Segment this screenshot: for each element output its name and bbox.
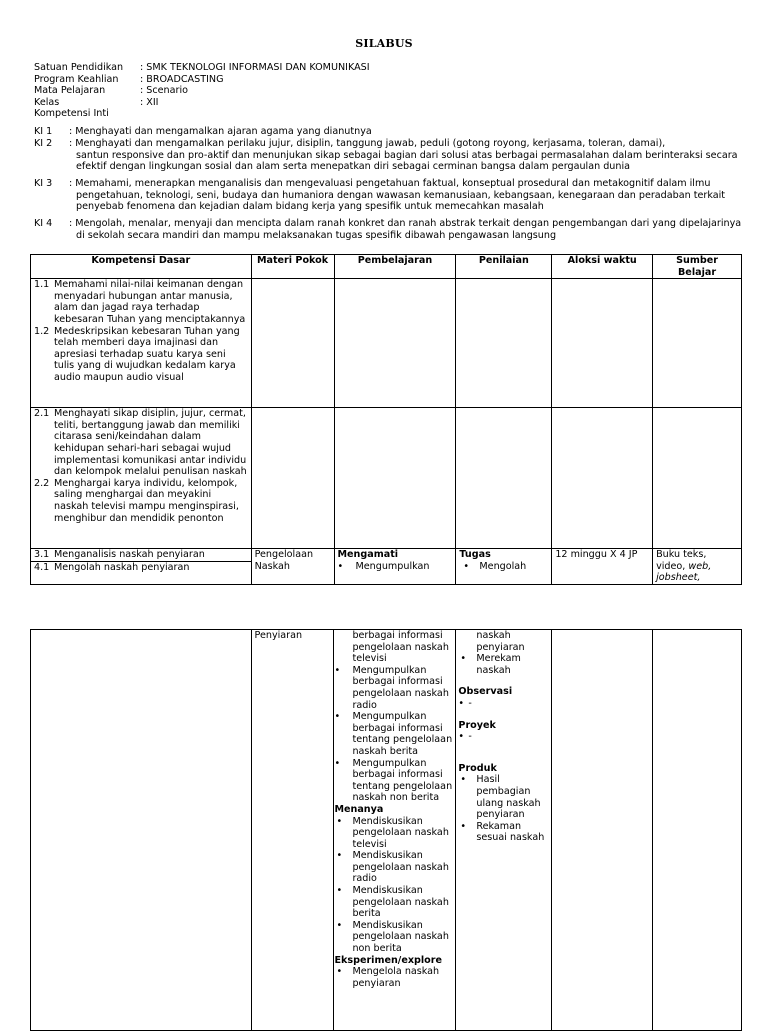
identity-value: : BROADCASTING xyxy=(140,73,224,85)
ki-text-continued: penyebab fenomena dan kejadian dalam bidang kerja yang spesifik untuk memecahkan masalah xyxy=(76,201,544,213)
list-item xyxy=(338,561,453,573)
kd-item xyxy=(34,326,248,384)
bullet-icon xyxy=(458,731,468,743)
bullet-list xyxy=(458,774,549,844)
sumber-italic-text: web, jobsheet, xyxy=(656,560,712,584)
identity-row xyxy=(34,74,370,86)
list-item-text: Mengumpulkan berbagai informasi tentang pengelolaan naskah berita xyxy=(352,711,453,757)
list-item-text: Hasil pembagian ulang naskah penyiaran xyxy=(476,774,541,821)
kd-number: 1.1 xyxy=(34,279,50,291)
empty-cell xyxy=(334,408,456,549)
empty-cell xyxy=(552,279,653,408)
kd-text: Menganalisis naskah penyiaran xyxy=(54,549,205,561)
identity-label: Mata Pelajaran xyxy=(34,85,106,97)
assessment-heading: Produk xyxy=(458,762,497,774)
identity-block xyxy=(34,62,370,120)
empty-cell xyxy=(653,630,742,1031)
bullet-icon xyxy=(334,665,352,711)
ki-text-continued: santun responsive dan pro-aktif dan menunjukan sikap sebagai bagian dari solusi atas berbagai permasalahan dalam berinteraksi secara xyxy=(76,149,738,161)
list-item xyxy=(334,920,455,955)
list-item-text: Mendiskusikan pengelolaan naskah berita xyxy=(352,885,449,920)
bullet-icon xyxy=(338,561,356,573)
ki-label: KI 3 xyxy=(34,178,53,189)
bullet-list xyxy=(334,966,455,989)
header-penilaian: Penilaian xyxy=(456,255,552,279)
empty-cell xyxy=(251,408,334,549)
kd-text: Menghargai karya individu, kelompok, saling menghargai dan meyakini naskah televisi mampu menginspirasi, menghibur dan mendidik penonton xyxy=(54,477,239,524)
syllabus-table-continued xyxy=(30,629,742,1031)
ki-text: : Memahami, menerapkan menganalisis dan mengevaluasi pengetahuan faktual, konseptual prosedural dan metakognitif dalam ilmu xyxy=(69,178,711,189)
syllabus-table xyxy=(30,254,742,585)
bullet-icon xyxy=(458,821,476,844)
list-item xyxy=(458,731,549,743)
kd-number: 4.1 xyxy=(34,561,50,573)
bullet-icon xyxy=(334,711,352,757)
list-item xyxy=(334,966,455,989)
bullet-list xyxy=(334,665,455,804)
bullet-icon xyxy=(458,698,468,710)
empty-cell xyxy=(334,279,456,408)
kd-item xyxy=(34,408,248,478)
list-item xyxy=(334,665,455,711)
table-header-row xyxy=(31,255,742,279)
waktu-cell: 12 minggu X 4 JP xyxy=(552,549,653,585)
identity-value: : Scenario xyxy=(140,85,188,97)
list-item-text: Mengumpulkan berbagai informasi tentang pengelolaan naskah non berita xyxy=(352,757,453,804)
header-aloksi-waktu: Aloksi waktu xyxy=(552,255,653,279)
identity-value: : XII xyxy=(140,96,159,108)
bullet-list xyxy=(334,816,455,955)
list-item-text: Mendiskusikan pengelolaan naskah radio xyxy=(352,850,449,885)
bullet-list xyxy=(338,561,453,573)
bullet-icon xyxy=(458,774,476,820)
ki-text: : Mengolah, menalar, menyaji dan mencipta dalam ranah konkret dan ranah abstrak terkait dengan pengembangan dari yang dipelajarinya xyxy=(69,218,742,229)
bullet-list xyxy=(459,561,548,573)
header-sumber-belajar: Sumber Belajar xyxy=(653,255,742,279)
sumber-cell xyxy=(653,549,742,585)
empty-cell xyxy=(552,630,653,1031)
assessment-heading: Tugas xyxy=(459,549,491,561)
list-item xyxy=(458,653,549,676)
kd-cell xyxy=(31,408,252,549)
activity-heading: Menanya xyxy=(334,803,384,815)
empty-cell xyxy=(653,408,742,549)
document-title: SILABUS xyxy=(355,37,413,50)
list-item-text: Mengumpulkan berbagai informasi pengelolaan naskah radio xyxy=(352,664,449,711)
kd-text: Medeskripsikan kebesaran Tuhan yang telah memberi daya imajinasi dan apresiasi terhadap suatu karya seni tulis yang di wujudkan kedalam karya audio maupun audio visual xyxy=(54,325,240,383)
penilaian-cell xyxy=(456,630,552,1031)
list-item-text: Rekaman sesuai naskah xyxy=(476,820,545,844)
list-item-text: Mendiskusikan pengelolaan naskah non berita xyxy=(352,919,449,955)
ki-text-continued: pengetahuan, teknologi, seni, budaya dan humaniora dengan wawasan kemanusiaan, kebangsaan, kenegaraan dan peradaban terkait xyxy=(76,189,726,201)
list-item xyxy=(458,774,549,820)
ki-label: KI 4 xyxy=(34,218,53,229)
bullet-list xyxy=(458,653,549,676)
list-item xyxy=(334,711,455,757)
list-item xyxy=(334,816,455,851)
kd-number: 2.2 xyxy=(34,477,50,489)
list-item-text: Mengolah xyxy=(479,560,527,572)
list-item-text: Mengelola naskah penyiaran xyxy=(352,966,440,989)
pembelajaran-cell xyxy=(334,630,456,1031)
penilaian-cell xyxy=(456,549,552,585)
list-item-text: Merekam naskah xyxy=(476,653,521,676)
bullet-icon xyxy=(334,850,352,885)
table-row xyxy=(31,549,742,585)
activity-heading: Eksperimen/explore xyxy=(334,954,442,966)
list-item xyxy=(334,758,455,804)
kd-cell xyxy=(31,279,252,408)
list-item xyxy=(458,821,549,844)
kd-text: Mengolah naskah penyiaran xyxy=(54,561,190,573)
bullet-icon xyxy=(334,920,352,955)
list-continuation: naskah penyiaran xyxy=(476,630,525,653)
bullet-icon xyxy=(458,653,476,676)
bullet-list xyxy=(458,731,549,743)
list-item-text: Mendiskusikan pengelolaan naskah televisi xyxy=(352,815,449,850)
list-item xyxy=(334,885,455,920)
ki-text-continued: efektif dengan lingkungan sosial dan alam serta menepatkan diri sebagai cerminan bangsa dalam pergaulan dunia xyxy=(76,161,631,173)
table-row xyxy=(31,279,742,408)
list-item xyxy=(459,561,548,573)
kompetensi-inti-heading: Kompetensi Inti xyxy=(34,108,109,120)
identity-value: : SMK TEKNOLOGI INFORMASI DAN KOMUNIKASI xyxy=(140,62,370,73)
ki-text: : Menghayati dan mengamalkan ajaran agama yang dianutnya xyxy=(69,126,372,137)
bullet-icon xyxy=(334,966,352,989)
identity-label: Satuan Pendidikan xyxy=(34,62,124,73)
list-item xyxy=(334,850,455,885)
empty-cell xyxy=(456,408,552,549)
bullet-icon xyxy=(334,885,352,920)
bullet-icon xyxy=(334,816,352,851)
header-materi-pokok: Materi Pokok xyxy=(251,255,334,279)
identity-label: Kelas xyxy=(34,96,60,108)
bullet-icon xyxy=(459,561,479,573)
identity-row xyxy=(34,97,370,109)
bullet-list xyxy=(458,698,549,710)
ki-label: KI 2 xyxy=(34,138,53,149)
header-pembelajaran: Pembelajaran xyxy=(334,255,456,279)
ki-text: : Menghayati dan mengamalkan perilaku jujur, disiplin, tanggung jawab, peduli (gotong royong, kerjasama, toleran, damai), xyxy=(69,138,666,149)
kd-item xyxy=(31,549,251,562)
materi-cell: Pengelolaan Naskah xyxy=(251,549,334,585)
assessment-heading: Observasi xyxy=(458,686,513,698)
kd-cell xyxy=(31,549,252,585)
materi-cell: Penyiaran xyxy=(251,630,334,1031)
table-row xyxy=(31,408,742,549)
bullet-icon xyxy=(334,758,352,804)
kd-text: Memahami nilai-nilai keimanan dengan menyadari hubungan antar manusia, alam dan jagad raya terhadap kebesaran Tuhan yang menciptakannya xyxy=(54,279,246,325)
kd-item xyxy=(31,562,251,574)
empty-cell xyxy=(251,279,334,408)
assessment-heading: Proyek xyxy=(458,719,496,731)
kd-number: 2.1 xyxy=(34,408,50,420)
list-item-text: - xyxy=(468,697,472,709)
identity-label: Program Keahlian xyxy=(34,73,119,85)
kd-item xyxy=(34,279,248,325)
empty-cell xyxy=(552,408,653,549)
ki-label: KI 1 xyxy=(34,126,53,137)
header-kompetensi-dasar: Kompetensi Dasar xyxy=(31,255,252,279)
ki-text-continued: di sekolah secara mandiri dan mampu melaksanakan tugas spesifik dibawah pengawasan langsung xyxy=(76,229,557,241)
identity-row xyxy=(34,85,370,97)
kd-text: Menghayati sikap disiplin, jujur, cermat, teliti, bertanggung jawab dan memiliki citarasa seni/keindahan dalam kehidupan sehari-hari sebagai wujud implementasi komunikasi antar individu dan kelompok melalui penulisan naskah xyxy=(54,408,247,478)
kd-number: 3.1 xyxy=(34,549,50,561)
list-continuation: berbagai informasi pengelolaan naskah televisi xyxy=(352,630,449,665)
sumber-text: Buku teks, video, xyxy=(656,549,707,572)
list-item xyxy=(458,698,549,710)
empty-cell xyxy=(456,279,552,408)
identity-row xyxy=(34,62,370,74)
pembelajaran-cell xyxy=(334,549,456,585)
kd-number: 1.2 xyxy=(34,325,50,337)
list-item-text: Mengumpulkan xyxy=(355,560,430,572)
list-item-text: - xyxy=(468,731,472,743)
empty-cell xyxy=(653,279,742,408)
activity-heading: Mengamati xyxy=(337,549,399,561)
table-row xyxy=(31,630,742,1031)
kd-item xyxy=(34,478,248,524)
empty-cell xyxy=(31,630,252,1031)
